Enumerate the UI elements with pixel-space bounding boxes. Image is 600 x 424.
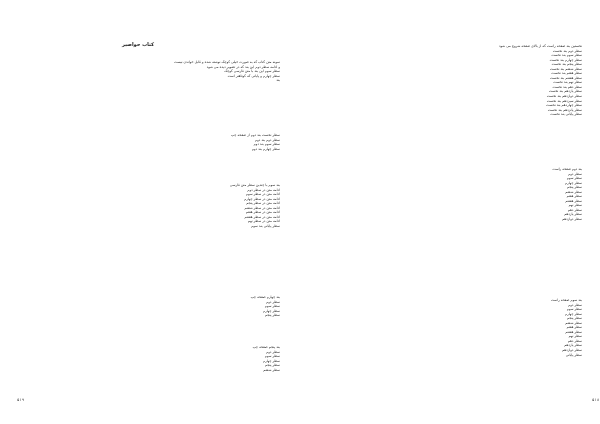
paragraph (22, 133, 280, 151)
paragraph (22, 345, 280, 372)
text-line: ادامه متن در سطر هفتم (245, 210, 280, 215)
paragraph (316, 167, 582, 222)
text-line: سطر دوم (266, 299, 280, 304)
page-number: ۵۱۸ (592, 397, 600, 402)
text-line: سطر دوم بند دوم (255, 137, 280, 142)
text-line: سطر سوم بند دوم (253, 142, 280, 147)
text-line: سطر دوم (568, 302, 582, 307)
text-line: سطر پنجم بند نخست (551, 62, 582, 67)
text-line: بند دوم صفحه راست (552, 167, 582, 171)
text-line: سطر نهم (568, 203, 582, 208)
text-line: سطر یازدهم (564, 212, 582, 217)
text-line: سطر چهارم (565, 180, 582, 185)
text-line: سطر دهم (567, 338, 582, 343)
text-line: سطر چهارم (263, 308, 280, 313)
text-line: سطر هفتم بند نخست (551, 71, 582, 76)
text-line: و ادامه سطر دوم این بند که در تصویر دیده می شود (206, 64, 280, 69)
text-line: بند سوم صفحه راست (550, 298, 582, 302)
text-line: سطر چهارم بند دوم (251, 146, 280, 151)
text-line: سطر یازدهم (564, 343, 582, 348)
text-line: سطر هشتم (565, 198, 582, 203)
text-line: بند (276, 78, 280, 83)
text-line: سطر چهارم و پایانی که کوتاهتر است (227, 73, 280, 78)
text-line: سطر پنجم (567, 185, 582, 190)
text-line: سطر چهارم (263, 358, 280, 363)
text-line: سطر چهارم (565, 311, 582, 316)
text-line: سطر پنجم (265, 363, 280, 368)
text-line: سطر دوم (266, 349, 280, 354)
text-line: سطر ششم (565, 320, 582, 325)
text-line: ادامه متن در سطر ششم (244, 205, 280, 210)
text-line: سطر پنجم (265, 313, 280, 318)
text-line: سطر یازدهم بند نخست (548, 89, 582, 94)
text-line: سطر نهم (568, 334, 582, 339)
text-line: سطر دهم بند نخست (552, 84, 582, 89)
text-line: سطر هشتم بند نخست (549, 75, 582, 80)
text-line: سطر سوم (566, 176, 582, 181)
text-line: سطر نخست بند دوم از صفحه چپ (230, 133, 280, 137)
text-line: سطر پایانی بند نخست (550, 112, 582, 117)
text-line: سطر پانزدهم بند نخست (547, 107, 582, 112)
text-line: بند چهارم صفحه چپ (250, 295, 280, 299)
right-page (300, 0, 600, 424)
text-line: ادامه متن در سطر نهم (247, 219, 280, 224)
text-line: سطر دوم (568, 171, 582, 176)
text-line: سطر سوم (566, 307, 582, 312)
page-title: کتاب حواصیر (121, 42, 155, 48)
text-line: بند سوم با چندین سطر متن فارسی (229, 183, 280, 187)
paragraph (22, 295, 280, 318)
text-line: سطر چهارم بند نخست (549, 57, 582, 62)
text-line: سطر سوم (264, 354, 280, 359)
text-line: سطر سوم (264, 304, 280, 309)
text-line: سطر دوم بند نخست (552, 48, 582, 53)
text-line: ادامه متن در سطر سوم (245, 192, 280, 197)
text-line: نمونه متن کتاب که به صورت خیلی کوچک نوشته شده و قابل خواندن نیست (174, 60, 280, 64)
text-line: سطر هشتم (565, 329, 582, 334)
text-line: سطر دوازدهم (562, 217, 582, 222)
text-line: ادامه متن در سطر هشتم (244, 214, 280, 219)
text-line: سطر نهم بند نخست (553, 80, 582, 85)
text-line: سطر دهم (567, 207, 582, 212)
text-line: سطر هفتم (566, 194, 582, 199)
page-number: ۵۱۹ (17, 397, 25, 402)
text-line: سطر پایانی بند سوم (251, 223, 280, 228)
text-line: سطر چهاردهم بند نخست (546, 103, 582, 108)
paragraph (22, 60, 280, 83)
text-line: بند پنجم صفحه چپ (252, 345, 280, 349)
text-line: سطر ششم (565, 189, 582, 194)
text-line: سطر پایانی (565, 352, 582, 357)
paragraph (22, 183, 280, 228)
text-line: ادامه متن در سطر چهارم (244, 196, 280, 201)
text-line: ادامه متن در سطر دوم (247, 187, 280, 192)
text-line: سطر هفتم (566, 325, 582, 330)
paragraph (316, 44, 582, 117)
text-line: سطر پنجم (567, 316, 582, 321)
text-line: سطر ششم (263, 367, 280, 372)
text-line: سطر دوازدهم بند نخست (546, 94, 582, 99)
text-line: سطر سوم بند نخست (551, 53, 582, 58)
text-line: نخستین بند صفحه راست که از بالای صفحه شروع می شود (499, 44, 582, 48)
text-line: سطر دوازدهم (562, 348, 582, 353)
text-line: ادامه متن در سطر پنجم (246, 201, 280, 206)
text-line: سطر ششم بند نخست (549, 66, 582, 71)
text-line: سطر سوم این بند با متن فارسی کوچک (224, 69, 280, 74)
text-line: سطر سیزدهم بند نخست (546, 98, 582, 103)
paragraph (316, 298, 582, 357)
